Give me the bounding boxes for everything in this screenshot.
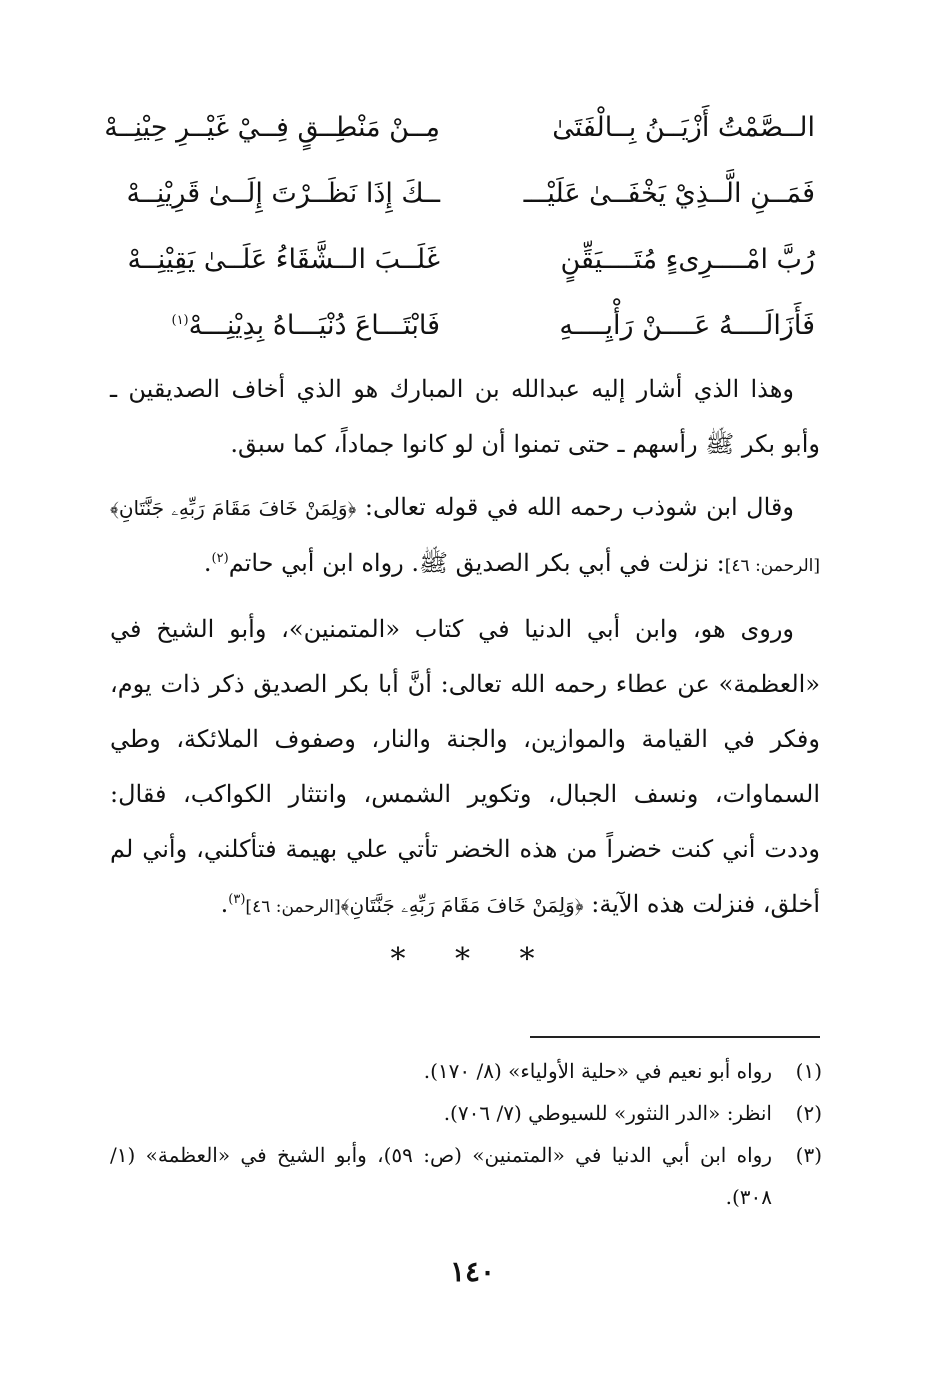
quran-verse: ﴿وَلِمَنْ خَافَ مَقَامَ رَبِّهِۦ جَنَّتَانِ﴾ (340, 893, 584, 917)
footnotes (110, 1050, 822, 1218)
verse-first-half: فَأَزَالَــــهُ عَــــنْ رَأْيِــــهِ (559, 309, 815, 341)
verse-second-half (110, 310, 440, 342)
paragraph (110, 362, 820, 472)
poem (104, 95, 815, 359)
paragraph-text: وروى هو، وابن أبي الدنيا في كتاب «المتمنين»، وأبو الشيخ في «العظمة» عن عطاء رحمه الله تعالى: أنَّ أبا بكر الصديق ذكر ذات يوم، وفكر في القيامة والموازين، والجنة والنار، وصفوف الملائكة، وطي السماوات، ونسف الجبال، وتكوير الشمس، وانتثار الكواكب، فقال: وددت أني كنت خضراً من هذه الخضر تأتي علي بهيمة فتأكلني، وأني لم أخلق، فنزلت هذه الآية: (110, 615, 820, 918)
verse-first-half: فَمَــنِ الَّــذِيْ يَخْفَــىٰ عَلَيْـــ (523, 177, 815, 209)
footnote-text: انظر: «الدر النثور» للسيوطي (٧/ ٧٠٦). (443, 1101, 772, 1125)
verse-second-half: مِــنْ مَنْطِــقٍ فِــيْ غَيْــرِ حِيْنِــهْ (104, 111, 440, 143)
footnote-number: (٢) (795, 1101, 822, 1125)
paragraph-text: : نزلت في أبي بكر الصديق ﷺ. رواه ابن أبي حاتم (228, 549, 725, 577)
section-separator: * * * (390, 942, 555, 977)
footnote-mark: (١) (171, 312, 189, 328)
page-number: ١٤٠ (449, 1255, 496, 1288)
verse-line (110, 161, 815, 227)
footnote-mark: (٣) (228, 892, 246, 907)
verse-second-half-text: فَابْتَـــاعَ دُنْيَـــاهُ بِدِيْنِـــهْ (188, 309, 440, 341)
quran-verse: ﴿وَلِمَنْ خَافَ مَقَامَ رَبِّهِۦ جَنَّتَانِ﴾ (110, 496, 357, 520)
footnote (110, 1050, 822, 1092)
verse-line (110, 293, 815, 359)
footnote (110, 1092, 822, 1134)
verse-second-half: ــكَ إِذَا نَظَــرْتَ إِلَــىٰ قَرِيْنِــهْ (126, 177, 440, 209)
footnote-number: (١) (795, 1059, 822, 1083)
footnote-text: رواه ابن أبي الدنيا في «المتمنين» (ص: ٥٩)، وأبو الشيخ في «العظمة» (١/ ٣٠٨). (110, 1143, 772, 1209)
verse-line (104, 95, 815, 161)
footnote-mark: (٢) (211, 551, 229, 566)
footnote-number: (٣) (795, 1143, 822, 1167)
paragraph (110, 602, 820, 935)
verse-first-half: الــصَّمْتُ أَزْيَــنُ بِــالْفَتَىٰ (552, 111, 815, 143)
verse-first-half: رُبَّ امْــــرِىءٍ مُتَــــيَقِّنٍ (560, 243, 815, 275)
verse-second-half: غَلَــبَ الــشَّقَاءُ عَلَــىٰ يَقِيْنِــهْ (127, 243, 440, 275)
paragraph: وقال ابن شوذب رحمه الله في قوله تعالى: ﴿وَلِمَنْ خَافَ مَقَامَ رَبِّهِۦ جَنَّتَانِ﴾[الرحمن: ٤٦]: نزلت في أبي بكر الصديق ﷺ. رواه ابن أبي حاتم$^{(٢)}$. (110, 493, 820, 577)
paragraph-text: وهذا الذي أشار إليه عبدالله بن المبارك هو الذي أخاف الصديقين ـ وأبو بكر ﷺ رأسهم ـ حتى تمنوا أن لو كانوا جماداً، كما سبق. (110, 375, 820, 458)
footnote (110, 1134, 822, 1218)
surah-reference: [الرحمن: ٤٦] (245, 897, 341, 917)
verse-line (110, 227, 815, 293)
footnote-text: رواه أبو نعيم في «حلية الأولياء» (٨/ ١٧٠). (423, 1059, 772, 1083)
body-text (110, 362, 820, 943)
surah-reference: [الرحمن: ٤٦] (724, 556, 820, 576)
paragraph-end: . (220, 890, 229, 918)
paragraph-text: وقال ابن شوذب رحمه الله في قوله تعالى: (364, 493, 794, 521)
footnote-divider (530, 1036, 820, 1038)
